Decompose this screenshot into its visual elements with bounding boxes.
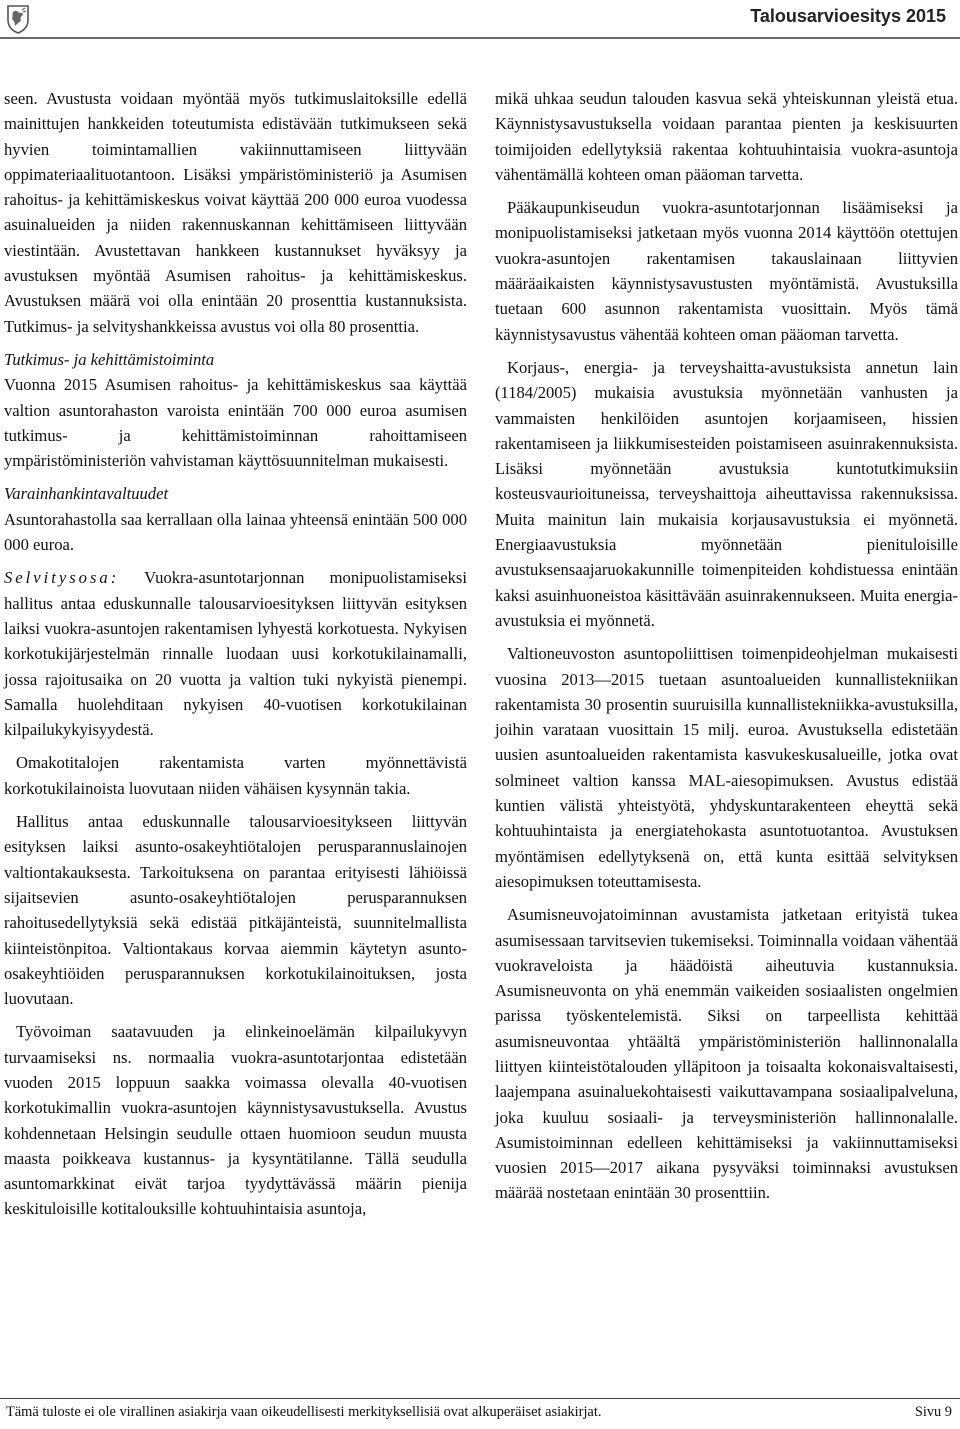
selvitysosa-label: Selvitysosa: — [4, 568, 120, 588]
paragraph: Korjaus-, energia- ja terveyshaitta-avustuksista annetun lain (1184/2005) mukaisia avustuksia myönnetään vanhusten ja vammaisten henkilöiden asuntojen korjaamiseen, hissien rakentamiseen ja liikkumisesteiden poistamiseen asuinrakennuksista. Lisäksi myönnetään avustuksia kuntotutkimuksiin kosteusvaurioituneissa, terveyshaittoja aiheuttavissa rakennuksissa. Muita mainitun lain mukaisia korjausavustuksia ei myönnetä. Energiaavustuksia myönnetään pienituloisille avustuksensaajaruokakunnille toimenpiteiden kohdistuessa enintään kaksi asuinhuoneistoa käsittävään asuinrakennukseen. Muita energia-avustuksia ei myönnetä. — [495, 357, 958, 630]
header-divider — [0, 37, 960, 39]
footer-disclaimer: Tämä tuloste ei ole virallinen asiakirja vaan oikeudellisesti merkityksellisiä ovat alkuperäiset asiakirjat. — [6, 1404, 602, 1420]
paragraph: Hallitus antaa eduskunnalle talousarvioesitykseen liittyvän esityksen laiksi asunto-osakeyhtiötalojen perusparannuslainojen valtiontakauksesta. Tarkoituksena on parantaa erityisesti lähiöissä sijaitsevien asunto-osakeyhtiötalojen perusparannuksen rahoitusedellytyksiä sekä edistää pitkäjänteistä, suunnitelmallista kiinteistönpitoa. Valtiontakaus korvaa aiemmin käytetyn asunto-osakeyhtiöiden perusparannuksen korkotukilainoituksen, josta luovutaan. — [4, 812, 467, 1009]
footer-divider — [0, 1398, 960, 1399]
document-title: Talousarvioesitys 2015 — [750, 6, 946, 26]
page-number: Sivu 9 — [914, 1404, 952, 1420]
paragraph: mikä uhkaa seudun talouden kasvua sekä yhteiskunnan yleistä etua. Käynnistysavustuksella voidaan parantaa pienten ja keskisuurten toimijoiden edellytyksiä rakentaa kohtuuhintaisia vuokra-asuntoja vähentämällä kohteen oman pääoman tarvetta. — [495, 89, 958, 184]
paragraph: Valtioneuvoston asuntopoliittisen toimenpideohjelman mukaisesti vuosina 2013—2015 tuetaan asuntoalueiden kunnallistekniikan rakentamista 30 prosentin suuruisilla kunnallistekniikka-avustuksilla, joihin varataan vuosittain 15 milj. euroa. Avustuksella edistetään uusien asuntoalueiden rakentamista kasvukeskusalueille, jotka ovat solmineet valtion kanssa MAL-aiesopimuksen. Avustus edistää kuntien välistä yhteistyötä, yhdyskuntarakenteen eheyttä sekä kohtuuhintaista ja energiatehokasta asuntotuotantoa. Avustuksen myöntämisen edellytyksenä on, että kunta esittää selvityksen aiesopimuksen toteuttamisesta. — [495, 644, 958, 891]
paragraph: Työvoiman saatavuuden ja elinkeinoelämän kilpailukyvyn turvaamiseksi ns. normaalia vuokra-asuntotarjontaa edistetään vuoden 2015 loppuun saakka voimassa olevalla 40-vuotisen korkotukimallin vuokra-asuntojen käynnistysavustuksella. Avustus kohdennetaan Helsingin seudulle ottaen huomioon seudun muusta maasta poikkeava kustannus- ja kysyntätilanne. Tällä seudulla asuntomarkkinat eivät tarjoa tyydyttävässä määrin pienija keskituloisille kotitalouksille kohtuuhintaisia asuntoja, — [4, 1022, 467, 1219]
paragraph — [4, 565, 467, 742]
left-column — [4, 86, 467, 1222]
paragraph: Omakotitalojen rakentamista varten myönnettävistä korkotukilainoista luovutaan niiden vähäisen kysynnän takia. — [4, 753, 467, 798]
section-heading-research: Tutkimus- ja kehittämistoiminta — [4, 349, 215, 369]
finnish-lion-crest-icon — [6, 4, 30, 34]
section-heading-funding: Varainhankintavaltuudet — [4, 484, 169, 504]
page-header — [0, 0, 960, 40]
paragraph: Asumisneuvojatoiminnan avustamista jatketaan erityistä tukea asumisessaan tarvitsevien tukemiseksi. Toiminnalla voidaan vähentää vuokraveloista ja häädöistä aiheutuvia kustannuksia. Asumisneuvonta on yhä enemmän vaikeiden sosiaalisten ongelmien parissa työskentelemistä. Siksi on tarpeellista kehittää asumisneuvontaa yhtäältä ympäristöministeriön hallinnonalalla liittyen kiinteistötalouden ylläpitoon ja toisaalta kokonaisvaltaisesti, laajempana asuinaluekohtaisesti vaikuttavampana sosiaalipalveluna, joka kuuluu sosiaali- ja terveysministeriön hallinnonalalle. Asumistoiminnan edelleen kehittämiseksi ja vakiinnuttamiseksi vuosien 2015—2017 aikana pysyväksi toiminnaksi avustuksen määrää nostetaan enintään 30 prosenttiin. — [495, 905, 958, 1203]
paragraph: Vuonna 2015 Asumisen rahoitus- ja kehittämiskeskus saa käyttää valtion asuntorahaston varoista enintään 700 000 euroa asumisen tutkimus- ja kehittämistoiminnan rahoittamiseen ympäristöministeriön vahvistaman käyttösuunnitelman mukaisesti. — [4, 375, 467, 471]
paragraph-text: Vuokra-asuntotarjonnan monipuolistamiseksi hallitus antaa eduskunnalle talousarvioesityksen liittyvän esityksen laiksi vuokra-asuntojen rakentamisen lyhyestä korkotuesta. Nykyisen korkotukijärjestelmän rinnalle luodaan uusi korkotukilainamalli, jossa rajoitusaika on 20 vuotta ja valtion tuki nykyistä pienempi. Samalla huolehditaan nykyisen 40-vuotisen korkotukilainan kilpailukykyisyydestä. — [4, 568, 467, 740]
paragraph: Pääkaupunkiseudun vuokra-asuntotarjonnan lisäämiseksi ja monipuolistamiseksi jatketaan myös vuonna 2014 käyttöön otettujen vuokra-asuntojen rakentamisen takauslainaan liittyvien määräaikaisten käynnistysavustusten myöntämistä. Avustuksilla tuetaan 600 asunnon rakentamista vuosittain. Myös tämä käynnistysavustus vähentää kohteen oman pääoman tarvetta. — [495, 198, 958, 344]
right-column — [495, 86, 958, 1206]
paragraph: Asuntorahastolla saa kerrallaan olla lainaa yhteensä enintään 500 000 000 euroa. — [4, 509, 467, 555]
paragraph: seen. Avustusta voidaan myöntää myös tutkimuslaitoksille edellä mainittujen hankkeiden toteutumista edistävään tutkimukseen sekä hyvien toimintamallien vakiinnuttamiseen liittyvään oppimateriaalituotantoon. Lisäksi ympäristöministeriö ja Asumisen rahoitus- ja kehittämiskeskus voivat käyttää 200 000 euroa vuodessa asuinalueiden ja niiden rakennuskannan kehittämiseen liittyvään viestintään. Avustettavan hankkeen kustannukset hyväksyy ja avustuksen myöntää Asumisen rahoitus- ja kehittämiskeskus. Avustuksen määrä voi olla enintään 20 prosenttia kustannuksista. Tutkimus- ja selvityshankkeissa avustus voi olla 80 prosenttia. — [4, 89, 467, 336]
